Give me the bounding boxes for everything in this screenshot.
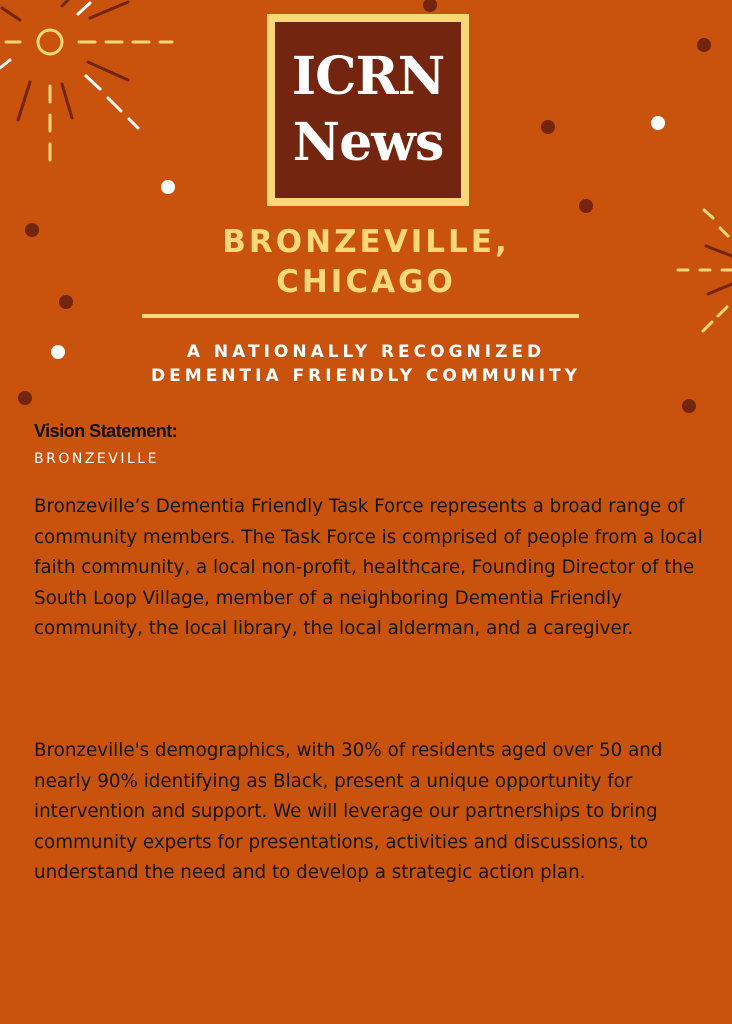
logo-line-2: News — [292, 112, 444, 173]
tagline-line-1: A NATIONALLY RECOGNIZED — [186, 342, 546, 362]
heading-divider — [142, 314, 579, 318]
location-heading — [0, 222, 732, 302]
firework-top-left — [0, 0, 172, 160]
location-line-1: BRONZEVILLE, — [222, 224, 510, 260]
vision-statement-subtitle: BRONZEVILLE — [34, 451, 159, 467]
logo-line-1: ICRN — [291, 46, 445, 107]
paragraph-task-force: Bronzeville’s Dementia Friendly Task Force represents a broad range of community members. The Task Force is comprised of people from a local faith community, a local non-profit, healthcare, Founding Director of the South Loop Village, member of a neighboring Dementia Friendly community, the local library, the local alderman, and a caregiver. — [34, 496, 703, 640]
location-line-2: CHICAGO — [276, 264, 456, 300]
vision-statement-title: Vision Statement: — [34, 421, 178, 441]
paragraph-demographics: Bronzeville's demographics, with 30% of residents aged over 50 and nearly 90% identifying as Black, present a unique opportunity for intervention and support. We will leverage our partnerships to bring community experts for presentations, activities and discussions, to understand the need and to develop a strategic action plan. — [34, 740, 663, 884]
tagline — [0, 340, 732, 388]
icrn-news-logo — [267, 14, 469, 206]
tagline-line-2: DEMENTIA FRIENDLY COMMUNITY — [151, 366, 581, 386]
